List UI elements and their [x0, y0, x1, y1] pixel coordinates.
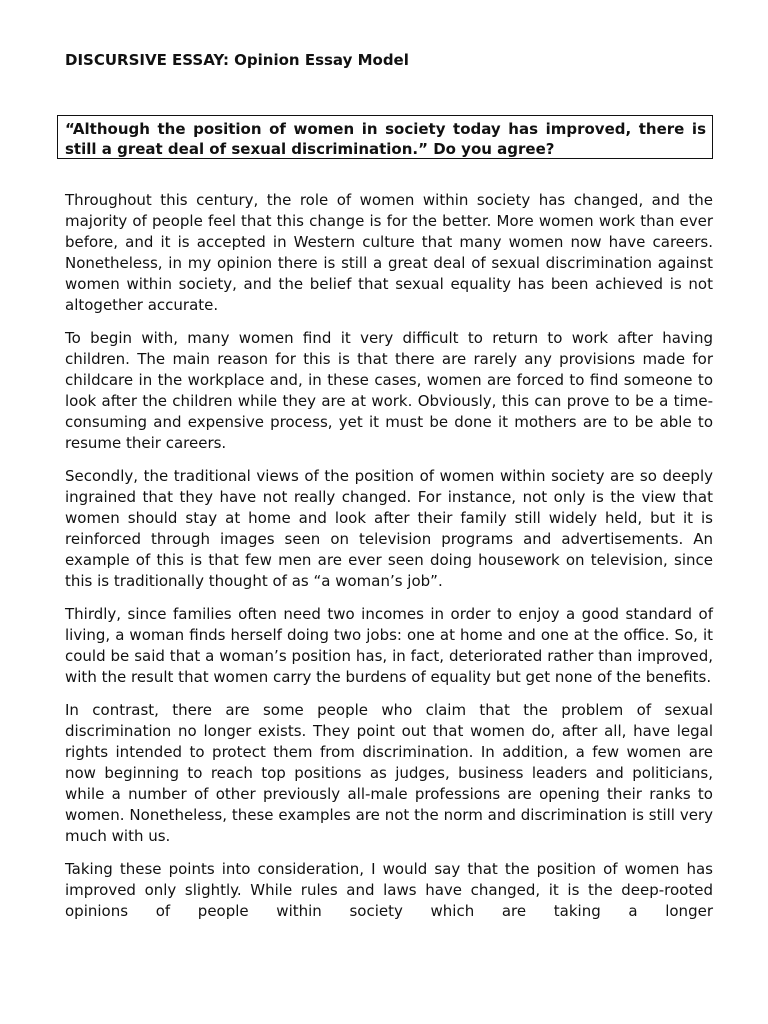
paragraph-two-jobs: Thirdly, since families often need two incomes in order to enjoy a good standard of living, a woman finds herself doing two jobs: one at home and one at the office. So, it could be said that a woman’s position has, in fact, deteriorated rather than improved, with the result that women carry the burdens of equality but get none of the benefits. — [65, 605, 713, 686]
essay-body — [65, 190, 713, 922]
document-title: DISCURSIVE ESSAY: Opinion Essay Model — [65, 51, 409, 69]
paragraph-conclusion: Taking these points into consideration, I would say that the position of women has improved only slightly. While rules and laws have changed, it is the deep-rooted opinions of people within society which are taking a longer — [65, 860, 713, 920]
paragraph-opposing-view: In contrast, there are some people who claim that the problem of sexual discrimination no longer exists. They point out that women do, after all, have legal rights intended to protect them from discrimination. In addition, a few women are now beginning to reach top positions as judges, business leaders and politicians, while a number of other previously all-male professions are opening their ranks to women. Nonetheless, these examples are not the norm and discrimination is still very much with us. — [65, 701, 713, 845]
paragraph-introduction: Throughout this century, the role of women within society has changed, and the majority of people feel that this change is for the better. More women work than ever before, and it is accepted in Western culture that many women now have careers. Nonetheless, in my opinion there is still a great deal of sexual discrimination against women within society, and the belief that sexual equality has been achieved is not altogether accurate. — [65, 191, 713, 314]
essay-prompt-box: “Although the position of women in society today has improved, there is still a great deal of sexual discrimination.” Do you agree? — [57, 115, 713, 159]
paragraph-traditional-views: Secondly, the traditional views of the position of women within society are so deeply ingrained that they have not really changed. For instance, not only is the view that women should stay at home and look after their family still widely held, but it is reinforced through images seen on television programs and advertisements. An example of this is that few men are ever seen doing housework on television, since this is traditionally thought of as “a woman’s job”. — [65, 467, 713, 590]
paragraph-childcare: To begin with, many women find it very difficult to return to work after having children. The main reason for this is that there are rarely any provisions made for childcare in the workplace and, in these cases, women are forced to find someone to look after the children while they are at work. Obviously, this can prove to be a time-consuming and expensive process, yet it must be done it mothers are to be able to resume their careers. — [65, 329, 713, 452]
